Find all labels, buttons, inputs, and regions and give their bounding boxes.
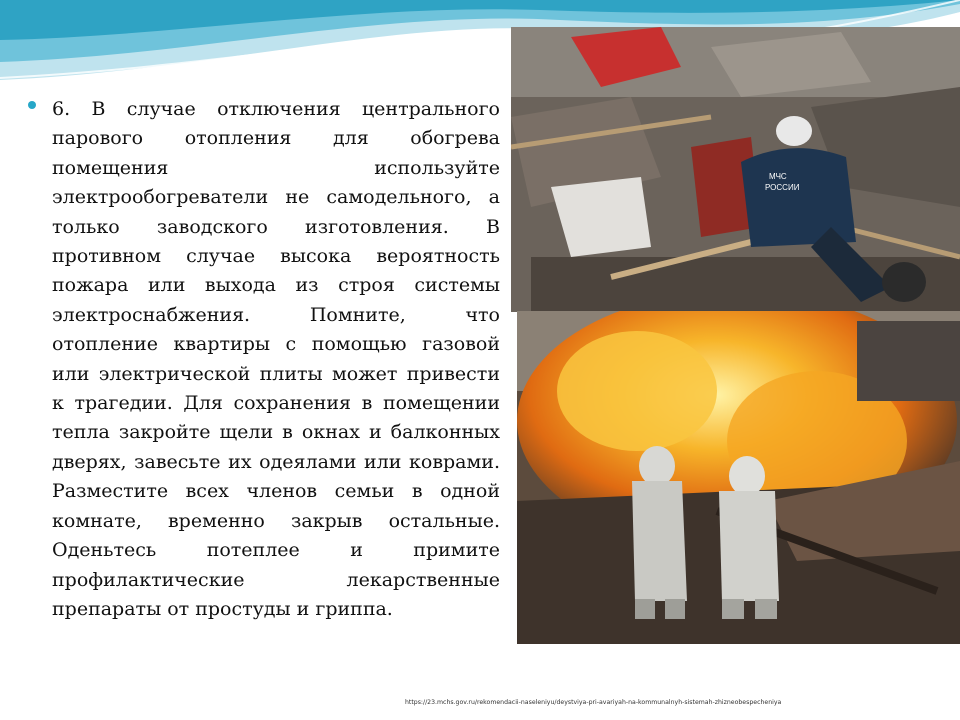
- rubble-photo: [511, 27, 960, 312]
- body-text: 6. В случае отключения центрального парового отопления для обогрева помещения используйте электрообогреватели не самодельного, а только заводского изготовления. В противном случае высока вероятность пожара или выхода из строя системы электроснабжения. Помните, что отопление квартиры с помощью газовой или электрической плиты может привести к трагедии. Для сохранения в помещении тепла закройте щели в окнах и балконных дверях, завесьте их одеялами или коврами. Разместите всех членов семьи в одной комнате, временно закрыв остальные. Оденьтесь потеплее и примите профилактические лекарственные препараты от простуды и гриппа.: [52, 98, 500, 620]
- text-block: [30, 95, 500, 624]
- source-link[interactable]: https://23.mchs.gov.ru/rekomendacii-naseleniyu/deystviya-pri-avariyah-na-kommunalnyh-sistemah-zhizneobespecheniya: [405, 699, 782, 706]
- fire-photo: [517, 311, 960, 644]
- svg-text:МЧС РОССИИ: МЧС РОССИИ: [765, 172, 800, 192]
- bullet-icon: [28, 101, 36, 109]
